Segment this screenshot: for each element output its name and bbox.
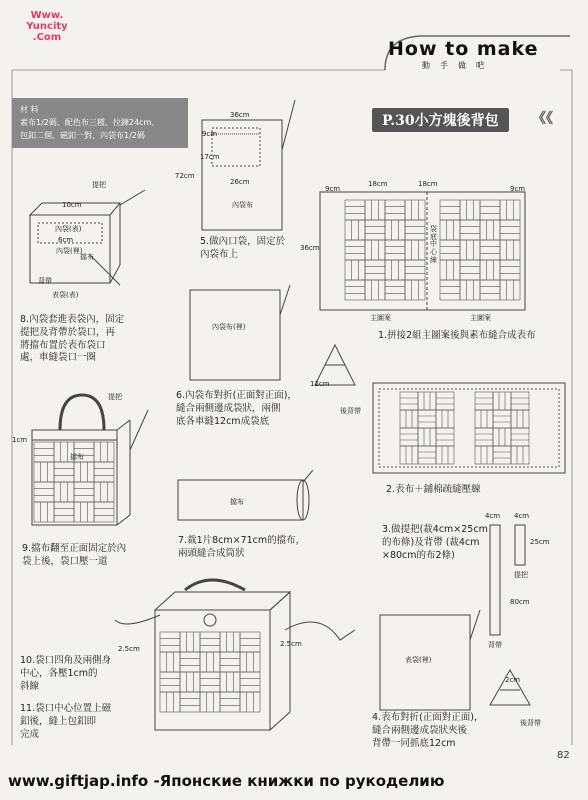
dim-18cm-left: 18cm	[368, 180, 388, 188]
step-5-line-1: 5.做內口袋，固定於	[200, 236, 286, 247]
dim-72cm: 72cm	[175, 172, 195, 180]
step-1: 1.拼接2組主圖案後與素布縫合成表布	[378, 330, 536, 341]
materials-line-2: 包釦二個、磁釦一對、內袋布1/2碼	[20, 130, 145, 140]
label-handle-step3: 提把	[514, 571, 528, 579]
label-handle-step9: 提把	[108, 393, 122, 401]
diagram-step10	[110, 570, 370, 750]
logo-line-2: Yuncity	[26, 21, 68, 32]
diagram-step5	[190, 100, 300, 240]
dim-36cm: 36cm	[230, 111, 250, 119]
label-main-pattern-b: 主圖案	[470, 314, 491, 322]
diagram-step7	[175, 470, 315, 530]
dim-2cm: 2cm	[505, 676, 521, 684]
dim-6cm: 6cm	[58, 236, 74, 244]
step-4-line-1: 4.表布對折(正面對正面)，	[372, 712, 484, 723]
dim-9cm-right: 9cm	[510, 185, 526, 193]
step-7-line-1: 7.裁1片8cm×71cm的擋布，	[178, 535, 306, 546]
label-back-strap-step4: 後背帶	[520, 719, 541, 727]
site-logo	[12, 10, 82, 43]
dim-4cm-a: 4cm	[485, 512, 501, 520]
step-9	[22, 543, 126, 569]
step-3-line-3: ×80cm的布2條)	[382, 549, 455, 561]
label-inner-back: 內袋(裡)	[56, 247, 83, 255]
step-8-line-2: 提把及背帶於袋口，再	[20, 326, 116, 338]
project-badge: P.30小方塊後背包	[372, 108, 509, 132]
step-6-line-3: 底各車縫12cm成袋底	[176, 415, 270, 427]
page-subtitle: 動手做吧	[422, 61, 494, 70]
step-8-line-1: 8.內袋套進表袋內，固定	[20, 314, 125, 325]
step-6-line-1: 6.內袋布對折(正面對正面)，	[176, 390, 297, 401]
step-8-line-3: 將擋布置於表布袋口	[20, 339, 106, 351]
badge-marks: 《《	[532, 111, 553, 127]
step-11-line-2: 釦後，縫上包釦即	[20, 715, 97, 727]
dim-1cm: 1cm	[12, 436, 28, 444]
label-guard-step9: 擋布	[70, 453, 84, 461]
page-number: 82	[557, 750, 570, 761]
label-main-pattern-a: 主圖案	[370, 314, 391, 322]
step-5	[200, 236, 285, 262]
diagram-step6	[185, 285, 365, 395]
step-10	[20, 655, 111, 693]
step-8-line-4: 處，車縫袋口一圈	[20, 352, 97, 364]
step-4-line-3: 背帶一同抓底12cm	[372, 737, 456, 749]
dim-26cm: 26cm	[230, 178, 250, 186]
label-guard-step7: 擋布	[230, 498, 244, 506]
step-10-line-1: 10.袋口四角及兩側身	[20, 655, 112, 666]
step-7-line-2: 兩頭縫合成筒狀	[178, 547, 245, 559]
step-5-line-2: 內袋布上	[200, 248, 239, 260]
dim-36cm-side: 36cm	[300, 244, 320, 252]
label-inner-bag: 內袋布	[232, 201, 253, 209]
label-guard: 擋布	[80, 253, 94, 261]
diagram-step8	[20, 185, 150, 305]
dim-12cm: 12cm	[310, 380, 330, 388]
step-9-line-2: 袋上後，袋口壓一道	[22, 555, 108, 567]
step-7	[178, 535, 305, 561]
dim-2-5cm-right: 2.5cm	[280, 640, 302, 648]
label-center-line: 袋底中心線	[430, 225, 437, 264]
step-3-line-2: 的布條)及背帶 (裁4cm	[382, 536, 480, 548]
dim-4cm-b: 4cm	[514, 512, 530, 520]
label-handle-top: 提把	[92, 181, 106, 189]
label-outer-front: 表袋(表)	[52, 291, 79, 299]
dim-2-5cm-left: 2.5cm	[118, 645, 140, 653]
label-back-strap: 後背帶	[340, 407, 361, 415]
diagram-step4	[375, 610, 565, 715]
step-4	[372, 712, 483, 750]
label-inner-front: 內袋(表)	[55, 225, 82, 233]
logo-line-1: Www.	[30, 10, 64, 21]
step-10-line-2: 中心，各壓1cm的	[20, 667, 98, 679]
step-2: 2.表布＋鋪棉疏縫壓線	[386, 484, 481, 495]
step-9-line-1: 9.擋布翻至正面固定於內	[22, 543, 127, 554]
label-strap: 背帶	[38, 277, 52, 285]
diagram-step9	[20, 390, 150, 540]
dim-18cm-right: 18cm	[418, 180, 438, 188]
dim-9cm-left: 9cm	[325, 185, 341, 193]
materials-box	[12, 98, 188, 148]
step-11-line-3: 完成	[20, 728, 40, 740]
footer-text: www.giftjap.info -Японские книжки по рукоделию	[8, 772, 445, 790]
label-strap-step3: 背帶	[488, 641, 502, 649]
step-10-line-3: 斜線	[20, 680, 40, 692]
step-11-line-1: 11.袋口中心位置上磁	[20, 703, 112, 714]
dim-10cm: 10cm	[62, 201, 82, 209]
dim-9cm: 9cm	[202, 130, 218, 138]
materials-title: 材 料	[20, 105, 39, 114]
label-outer-lining: 表袋(裡)	[405, 656, 432, 664]
step-6-line-2: 縫合兩側邊成袋狀，兩側	[176, 402, 281, 414]
step-3	[382, 524, 488, 562]
page-title: How to make	[388, 38, 539, 60]
diagram-step2	[370, 380, 570, 480]
dim-25cm: 25cm	[530, 538, 550, 546]
materials-line-1: 素布1/2碼、配色布三種、拉鍊24cm、	[20, 117, 160, 127]
logo-line-3: .Com	[32, 32, 62, 43]
dim-17cm: 17cm	[200, 153, 220, 161]
step-4-line-2: 縫合兩側邊成袋狀夾後	[372, 724, 468, 736]
step-3-line-1: 3.做提把(裁4cm×25cm	[382, 524, 488, 535]
step-8	[20, 314, 124, 365]
label-inner-lining: 內袋布(裡)	[212, 323, 246, 331]
dim-80cm: 80cm	[510, 598, 530, 606]
step-6	[176, 390, 297, 428]
step-11	[20, 703, 111, 741]
